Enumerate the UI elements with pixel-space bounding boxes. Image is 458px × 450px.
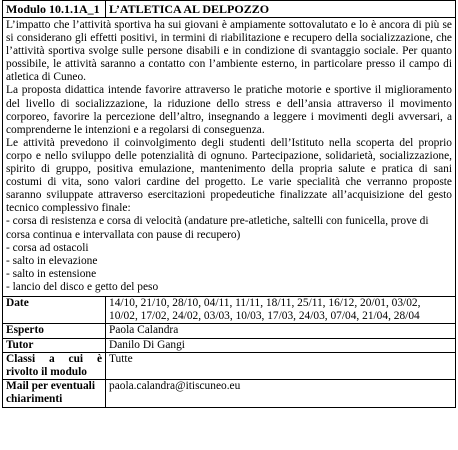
classes-label: Classi a cui è rivolto il modulo [3,352,106,379]
classes-value: Tutte [106,352,456,379]
description-paragraph: La proposta didattica intende favorire attraverso le pratiche motorie e sportive il miglioramento del livello di socializzazione, la riduzione dello stress e dell’ansia attraverso il movimento corporeo, favorire la percezione dell’altro, insegnando a leggere i movimenti degli avversari, a comprenderne le intenzioni e a regolarsi di conseguenza. [6,84,452,136]
activity-item: - corsa di resistenza e corsa di velocità (andature pre-atletiche, saltelli con funicella, prove di corsa continua e intervallata con pause di recupero) [6,215,429,241]
dates-row [3,296,456,323]
classes-row [3,352,456,379]
tutor-value: Danilo Di Gangi [106,338,456,352]
activity-item: - lancio del disco e getto del peso [6,280,159,293]
dates-label: Date [3,296,106,323]
module-description-row [3,18,456,297]
contact-row [3,380,456,407]
expert-label: Esperto [3,324,106,338]
module-description [3,18,456,297]
activity-item: - salto in estensione [6,267,97,280]
module-title: L’ATLETICA AL DELPOZZO [106,1,456,18]
module-header-row [3,1,456,18]
tutor-row [3,338,456,352]
activity-item: - salto in elevazione [6,254,98,267]
contact-email[interactable]: paola.calandra@itiscuneo.eu [106,380,456,407]
dates-value: 14/10, 21/10, 28/10, 04/11, 11/11, 18/11, 25/11, 16/12, 20/01, 03/02, 10/02, 17/02, 24/02, 03/03, 10/03, 17/03, 24/03, 07/04, 21/04, 28/04 [106,296,456,323]
expert-row [3,324,456,338]
module-table [2,0,456,408]
activity-item: - corsa ad ostacoli [6,241,89,254]
description-paragraph: Le attività prevedono il coinvolgimento degli studenti dell’Istituto nella scoperta del proprio corpo e nello sviluppo delle potenzialità di ognuno. Partecipazione, solidarietà, socializzazione, spirito di gruppo, positiva emulazione, mantenimento della propria salute e pratica di sani costumi di vita, sono valori cardine del progetto. Le varie specialità che verranno proposte saranno sviluppate attraverso esercitazioni propedeutiche finalizzate all’acquisizione del gesto tecnico complessivo finale: [6,136,452,215]
module-code: Modulo 10.1.1A_1 [3,1,106,18]
module-sheet [2,0,455,408]
contact-label: Mail per eventuali chiarimenti [3,380,106,407]
expert-value: Paola Calandra [106,324,456,338]
tutor-label: Tutor [3,338,106,352]
description-paragraph: L’impatto che l’attività sportiva ha sui giovani è ampiamente sottovalutato e lo è ancora di più se si considerano gli effetti positivi, in termini di riabilitazione e recupero della socializzazione, che l’attività sportiva svolge sulle persone disabili e in condizione di svantaggio sociale. Per quanto possibile, le attività saranno a contatto con l’ambiente esterno, in particolare presso il campo di atletica di Cuneo. [6,19,452,84]
